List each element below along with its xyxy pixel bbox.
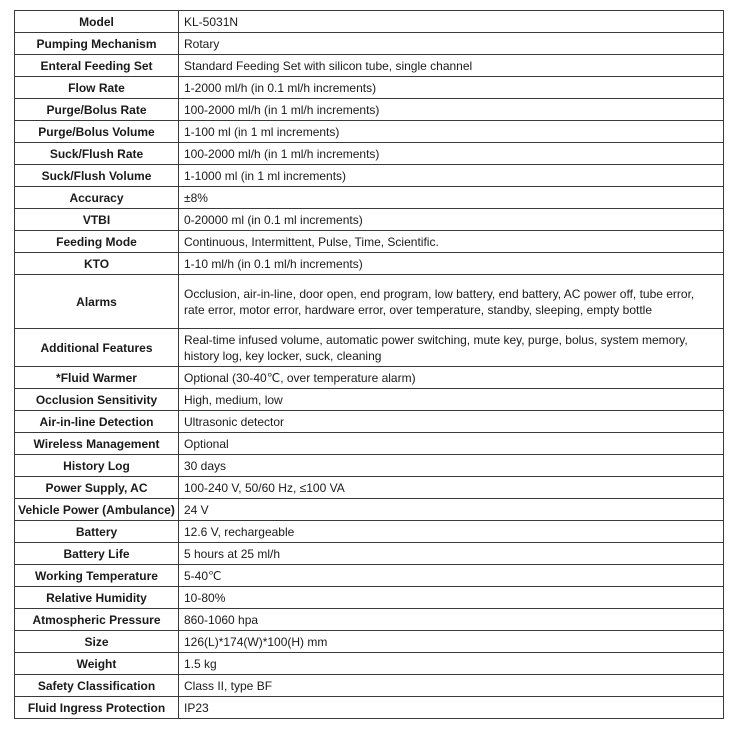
row-label: Flow Rate <box>15 77 179 99</box>
row-value: 5-40℃ <box>179 565 724 587</box>
table-row-pumping-mechanism <box>15 33 724 55</box>
row-label: Air-in-line Detection <box>15 411 179 433</box>
row-label: Additional Features <box>15 329 179 367</box>
row-label: Enteral Feeding Set <box>15 55 179 77</box>
table-row-relative-humidity <box>15 587 724 609</box>
row-label: Weight <box>15 653 179 675</box>
row-label: Model <box>15 11 179 33</box>
row-label: Purge/Bolus Rate <box>15 99 179 121</box>
table-row-history-log <box>15 455 724 477</box>
row-label: Occlusion Sensitivity <box>15 389 179 411</box>
table-row-alarms <box>15 275 724 329</box>
table-row-wireless-management <box>15 433 724 455</box>
row-value: ±8% <box>179 187 724 209</box>
row-label: History Log <box>15 455 179 477</box>
row-value: 1-100 ml (in 1 ml increments) <box>179 121 724 143</box>
table-row-purge-bolus-volume <box>15 121 724 143</box>
row-value: 1-2000 ml/h (in 0.1 ml/h increments) <box>179 77 724 99</box>
spec-table-body <box>15 11 724 719</box>
table-row-model <box>15 11 724 33</box>
row-label: *Fluid Warmer <box>15 367 179 389</box>
table-row-working-temperature <box>15 565 724 587</box>
table-row-fluid-ingress-protection <box>15 697 724 719</box>
row-label: Purge/Bolus Volume <box>15 121 179 143</box>
table-row-weight <box>15 653 724 675</box>
row-value: 1.5 kg <box>179 653 724 675</box>
table-row-accuracy <box>15 187 724 209</box>
row-value: Class II, type BF <box>179 675 724 697</box>
row-value: 126(L)*174(W)*100(H) mm <box>179 631 724 653</box>
row-label: Relative Humidity <box>15 587 179 609</box>
row-label: Pumping Mechanism <box>15 33 179 55</box>
row-label: Power Supply, AC <box>15 477 179 499</box>
table-row-battery <box>15 521 724 543</box>
row-label: Suck/Flush Volume <box>15 165 179 187</box>
row-label: Wireless Management <box>15 433 179 455</box>
table-row-purge-bolus-rate <box>15 99 724 121</box>
row-label: Fluid Ingress Protection <box>15 697 179 719</box>
table-row-kto <box>15 253 724 275</box>
table-row-feeding-mode <box>15 231 724 253</box>
row-label: Size <box>15 631 179 653</box>
row-value: 12.6 V, rechargeable <box>179 521 724 543</box>
row-value: Rotary <box>179 33 724 55</box>
row-label: Battery Life <box>15 543 179 565</box>
row-value: Continuous, Intermittent, Pulse, Time, Scientific. <box>179 231 724 253</box>
table-row-vtbi <box>15 209 724 231</box>
table-row-occlusion-sensitivity <box>15 389 724 411</box>
table-row-flow-rate <box>15 77 724 99</box>
row-value: 0-20000 ml (in 0.1 ml increments) <box>179 209 724 231</box>
table-row-suck-flush-rate <box>15 143 724 165</box>
row-value: 30 days <box>179 455 724 477</box>
table-row-atmospheric-pressure <box>15 609 724 631</box>
row-value: 1-10 ml/h (in 0.1 ml/h increments) <box>179 253 724 275</box>
table-row-battery-life <box>15 543 724 565</box>
row-value: Optional (30-40℃, over temperature alarm) <box>179 367 724 389</box>
row-value: KL-5031N <box>179 11 724 33</box>
table-row-safety-classification <box>15 675 724 697</box>
row-label: Atmospheric Pressure <box>15 609 179 631</box>
row-label: Vehicle Power (Ambulance) <box>15 499 179 521</box>
table-row-vehicle-power <box>15 499 724 521</box>
row-value: IP23 <box>179 697 724 719</box>
row-value: 10-80% <box>179 587 724 609</box>
row-value: 100-240 V, 50/60 Hz, ≤100 VA <box>179 477 724 499</box>
table-row-suck-flush-volume <box>15 165 724 187</box>
table-row-size <box>15 631 724 653</box>
row-label: Feeding Mode <box>15 231 179 253</box>
spec-table <box>14 10 724 719</box>
table-row-air-in-line-detection <box>15 411 724 433</box>
row-value: 100-2000 ml/h (in 1 ml/h increments) <box>179 99 724 121</box>
row-value: Standard Feeding Set with silicon tube, single channel <box>179 55 724 77</box>
row-value: Real-time infused volume, automatic power switching, mute key, purge, bolus, system memory, history log, key locker, suck, cleaning <box>179 329 724 367</box>
row-label: Safety Classification <box>15 675 179 697</box>
row-value: Optional <box>179 433 724 455</box>
row-value: High, medium, low <box>179 389 724 411</box>
row-label: VTBI <box>15 209 179 231</box>
row-value: 24 V <box>179 499 724 521</box>
row-value: 860-1060 hpa <box>179 609 724 631</box>
row-label: Battery <box>15 521 179 543</box>
table-row-power-supply-ac <box>15 477 724 499</box>
row-label: KTO <box>15 253 179 275</box>
row-value: Occlusion, air-in-line, door open, end program, low battery, end battery, AC power off, tube error, rate error, motor error, hardware error, over temperature, standby, sleeping, empty bottle <box>179 275 724 329</box>
row-label: Accuracy <box>15 187 179 209</box>
row-value: 5 hours at 25 ml/h <box>179 543 724 565</box>
row-value: 100-2000 ml/h (in 1 ml/h increments) <box>179 143 724 165</box>
table-row-enteral-feeding-set <box>15 55 724 77</box>
row-label: Working Temperature <box>15 565 179 587</box>
table-row-additional-features <box>15 329 724 367</box>
row-label: Alarms <box>15 275 179 329</box>
row-label: Suck/Flush Rate <box>15 143 179 165</box>
row-value: 1-1000 ml (in 1 ml increments) <box>179 165 724 187</box>
table-row-fluid-warmer <box>15 367 724 389</box>
row-value: Ultrasonic detector <box>179 411 724 433</box>
